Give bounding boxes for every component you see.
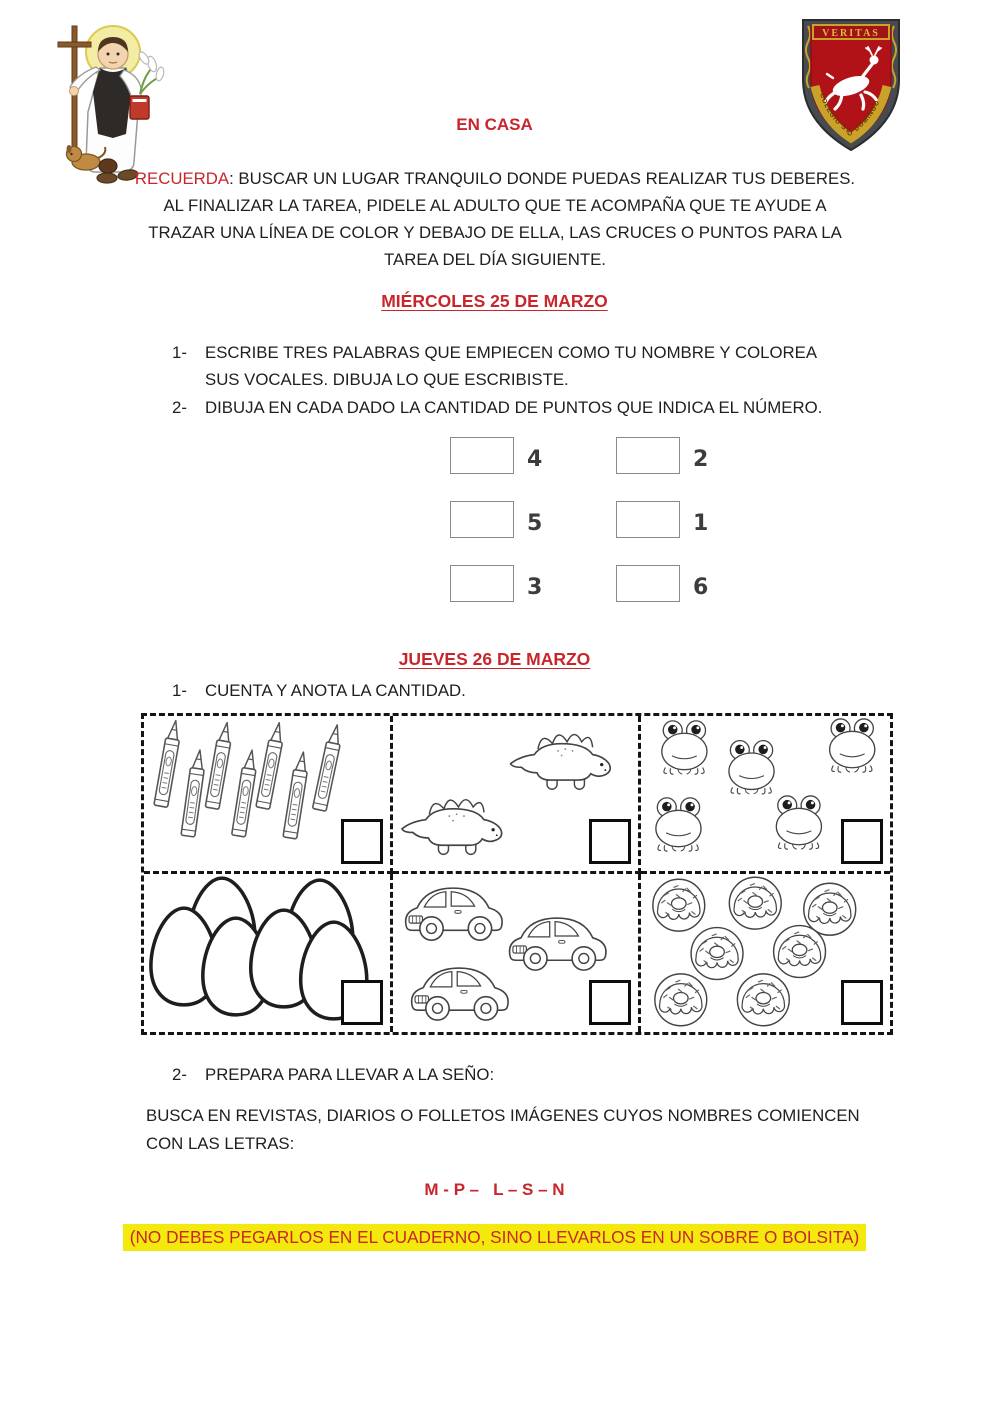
counting-cell-cars <box>393 874 642 1032</box>
dice-number: 1 <box>693 511 709 536</box>
highlighted-note: (NO DEBES PEGARLOS EN EL CUADERNO, SINO LLEVARLOS EN UN SOBRE O BOLSITA) <box>123 1224 866 1251</box>
count-answer-box[interactable] <box>341 819 383 864</box>
reminder-body: : BUSCAR UN LUGAR TRANQUILO DONDE PUEDAS REALIZAR TUS DEBERES. AL FINALIZAR LA TAREA, PIDELE AL ADULTO QUE TE ACOMPAÑA QUE TE AYUDE A TRAZAR UNA LÍNEA DE COLOR Y DEBAJO DE ELLA, LAS CRUCES O PUNTOS PARA LA TAREA DEL DÍA SIGUIENTE. <box>148 169 856 269</box>
counting-cell-eggs <box>144 874 393 1032</box>
task-number: 2- <box>172 1065 187 1084</box>
task-number: 2- <box>172 398 187 417</box>
counting-cell-donuts <box>641 874 890 1032</box>
thursday-heading: JUEVES 26 DE MARZO <box>398 649 591 669</box>
dice-number: 4 <box>527 447 543 472</box>
counting-cell-dinosaurs <box>393 716 642 874</box>
task-text: CUENTA Y ANOTA LA CANTIDAD. <box>205 681 466 700</box>
die-item <box>450 565 616 602</box>
dice-number: 2 <box>693 447 709 472</box>
donut-icon <box>738 974 790 1026</box>
dice-answer-box[interactable] <box>616 565 680 602</box>
search-instruction: BUSCA EN REVISTAS, DIARIOS O FOLLETOS IMÁGENES CUYOS NOMBRES COMIENCEN CON LAS LETRAS: <box>146 1106 860 1153</box>
task-text: ESCRIBE TRES PALABRAS QUE EMPIECEN COMO TU NOMBRE Y COLOREA SUS VOCALES. DIBUJA LO QUE ESCRIBISTE. <box>205 343 817 389</box>
car-icon <box>411 968 507 1020</box>
donut-icon <box>804 883 856 935</box>
donut-icon <box>653 879 705 931</box>
counting-grid <box>141 713 893 1035</box>
die-item <box>616 437 782 474</box>
crayon-icon <box>232 749 259 837</box>
counting-cell-crayons <box>144 716 393 874</box>
crayon-icon <box>205 721 234 809</box>
reminder-label: RECUERDA <box>134 169 230 188</box>
saint-dominic-illustration <box>28 12 183 190</box>
task-text: PREPARA PARA LLEVAR A LA SEÑO: <box>205 1065 495 1084</box>
wednesday-task-1 <box>172 339 850 393</box>
die-item <box>616 501 782 538</box>
reminder-paragraph <box>130 165 860 273</box>
count-answer-box[interactable] <box>841 819 883 864</box>
crayon-icon <box>256 721 286 809</box>
count-answer-box[interactable] <box>589 980 631 1025</box>
crayon-icon <box>181 749 207 837</box>
dice-number: 5 <box>527 511 543 536</box>
count-answer-box[interactable] <box>589 819 631 864</box>
frog-icon <box>830 719 875 772</box>
dice-grid <box>450 437 782 602</box>
task-number: 1- <box>172 681 187 700</box>
car-icon <box>405 888 501 940</box>
counting-cell-frogs <box>641 716 890 874</box>
frog-icon <box>662 721 707 774</box>
frog-icon <box>656 798 701 851</box>
dice-answer-box[interactable] <box>616 501 680 538</box>
note-row <box>0 1224 989 1251</box>
thursday-task-2 <box>172 1061 932 1088</box>
dinosaur-icon <box>510 735 610 790</box>
die-item <box>450 437 616 474</box>
donut-icon <box>691 928 743 980</box>
dice-number: 6 <box>693 575 709 600</box>
task-text: DIBUJA EN CADA DADO LA CANTIDAD DE PUNTOS QUE INDICA EL NÚMERO. <box>205 398 823 417</box>
count-answer-box[interactable] <box>841 980 883 1025</box>
dinosaur-icon <box>402 800 502 855</box>
frog-icon <box>777 796 822 849</box>
donut-icon <box>774 926 826 978</box>
count-answer-box[interactable] <box>341 980 383 1025</box>
crayon-icon <box>312 723 344 811</box>
dice-answer-box[interactable] <box>450 565 514 602</box>
crest-motto: VERITAS <box>822 28 880 39</box>
thursday-task-1 <box>172 677 872 704</box>
crayon-icon <box>283 751 310 839</box>
car-icon <box>509 918 605 970</box>
die-item <box>616 565 782 602</box>
crest-school-name: COLEGIO STO DOMINGO <box>818 92 882 139</box>
die-item <box>450 501 616 538</box>
page-title: EN CASA <box>456 115 533 134</box>
frog-icon <box>729 741 774 794</box>
dice-answer-box[interactable] <box>450 437 514 474</box>
wednesday-heading: MIÉRCOLES 25 DE MARZO <box>381 291 608 311</box>
wednesday-task-2 <box>172 394 932 421</box>
task-number: 1- <box>172 343 187 362</box>
dice-answer-box[interactable] <box>616 437 680 474</box>
donut-icon <box>730 877 782 929</box>
dice-answer-box[interactable] <box>450 501 514 538</box>
donut-icon <box>655 974 707 1026</box>
letters-line: M - P – L – S – N <box>424 1180 565 1199</box>
dice-number: 3 <box>527 575 543 600</box>
crayon-icon <box>154 719 183 807</box>
